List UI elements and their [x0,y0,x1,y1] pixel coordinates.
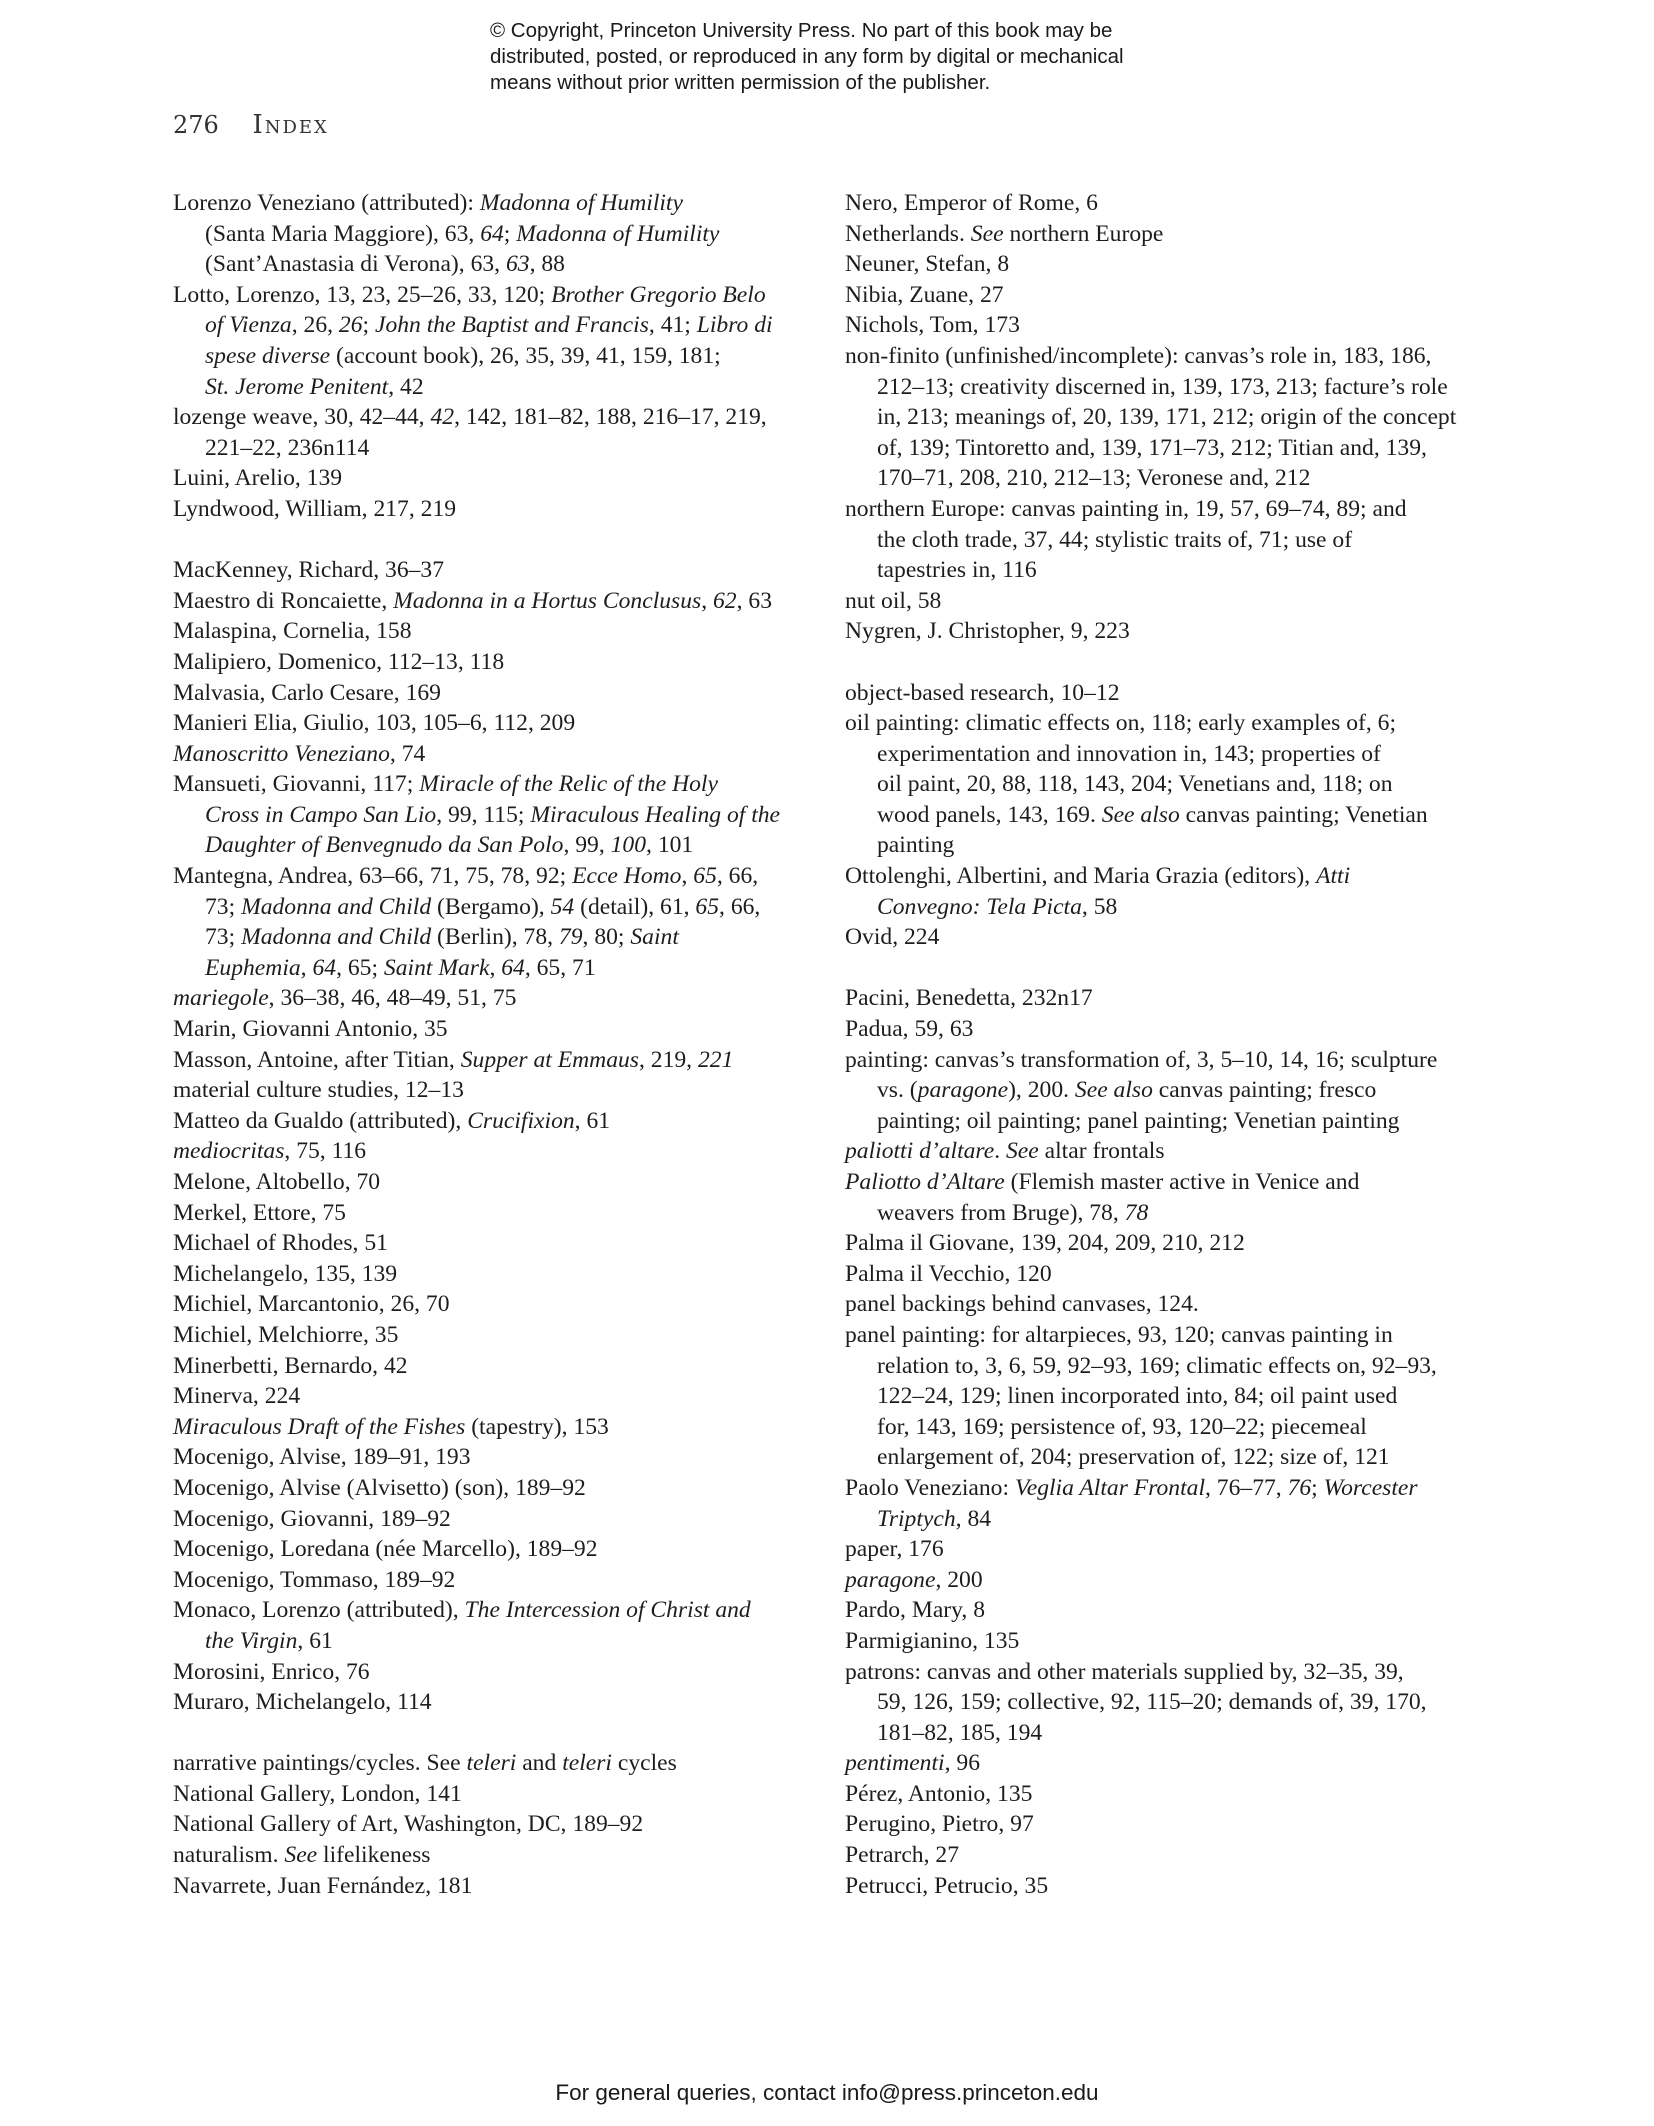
page-number: 276 [173,111,219,139]
index-entry: Mocenigo, Loredana (née Marcello), 189–92 [173,1536,598,1563]
copyright-line: © Copyright, Princeton University Press. No part of this book may be [490,19,1113,42]
index-entry: Minerva, 224 [173,1383,301,1410]
copyright-line: distributed, posted, or reproduced in any form by digital or mechanical [490,45,1124,68]
index-entry: Michiel, Marcantonio, 26, 70 [173,1291,450,1318]
index-entry: Monaco, Lorenzo (attributed), The Intercession of Christ and the Virgin, 61 [173,1597,751,1654]
index-entry: Padua, 59, 63 [845,1016,974,1043]
index-entry: pentimenti, 96 [845,1750,980,1777]
index-entry: patrons: canvas and other materials supplied by, 32–35, 39, 59, 126, 159; collective, 92, 115–20; demands of, 39, 170, 181–82, 185, 194 [845,1658,1427,1746]
index-entry: mariegole, 36–38, 46, 48–49, 51, 75 [173,985,517,1012]
index-entry: Mocenigo, Alvise, 189–91, 193 [173,1444,471,1471]
index-entry: Nichols, Tom, 173 [845,312,1020,339]
letter-group-gap [845,647,1485,678]
index-entry: Pardo, Mary, 8 [845,1597,986,1624]
index-entry: paragone, 200 [845,1566,983,1593]
index-entry: Miraculous Draft of the Fishes (tapestry), 153 [173,1413,609,1440]
index-entry: Malaspina, Cornelia, 158 [173,618,412,645]
index-entry: oil painting: climatic effects on, 118; early examples of, 6; experimentation and innovation in, 143; properties of oil paint, 20, 88, 118, 143, 204; Venetians and, 118; on wood panels, 143, 169. See also canvas painting; Venetian painting [845,710,1428,859]
index-entry: Masson, Antoine, after Titian, Supper at Emmaus, 219, 221 [173,1046,734,1073]
letter-group-gap [173,1718,813,1749]
index-entry: Michael of Rhodes, 51 [173,1230,388,1257]
index-entry: Merkel, Ettore, 75 [173,1199,346,1226]
index-entry: paliotti d’altare. See altar frontals [845,1138,1165,1165]
index-entry: Palma il Giovane, 139, 204, 209, 210, 212 [845,1230,1245,1257]
index-entry: National Gallery of Art, Washington, DC, 189–92 [173,1811,644,1838]
index-entry: nut oil, 58 [845,587,942,614]
index-entry: Perugino, Pietro, 97 [845,1811,1034,1838]
index-entry: Muraro, Michelangelo, 114 [173,1689,432,1716]
index-entry: Malvasia, Carlo Cesare, 169 [173,679,441,706]
letter-group-gap [845,953,1485,984]
index-entry: Pacini, Benedetta, 232n17 [845,985,1093,1012]
index-entry: Nero, Emperor of Rome, 6 [845,190,1098,216]
index-entry: panel painting: for altarpieces, 93, 120; canvas painting in relation to, 3, 6, 59, 92–93, 169; climatic effects on, 92–93, 122–24, 129; linen incorporated into, 84; oil paint used for, 143, 169; persistence of, 93, 120–22; piecemeal enlargement of, 204; preservation of, 122; size of, 121 [845,1321,1437,1471]
index-entry: paper, 176 [845,1536,944,1563]
index-entry: Marin, Giovanni Antonio, 35 [173,1016,448,1043]
footer-contact: For general queries, contact info@press.princeton.edu [555,2080,1099,2105]
index-entry: lozenge weave, 30, 42–44, 42, 142, 181–82, 188, 216–17, 219, 221–22, 236n114 [173,404,767,461]
index-entry: Paolo Veneziano: Veglia Altar Frontal, 76–77, 76; Worcester Triptych, 84 [845,1474,1418,1532]
index-entry: Mansueti, Giovanni, 117; Miracle of the Relic of the Holy Cross in Campo San Lio, 99, 115; Miraculous Healing of the Daughter of Benvegnudo da San Polo, 99, 100, 101 [173,771,781,859]
index-entry: Morosini, Enrico, 76 [173,1658,370,1685]
index-entry: National Gallery, London, 141 [173,1780,462,1807]
index-entry: Pérez, Antonio, 135 [845,1780,1033,1807]
index-entry: Petrarch, 27 [845,1842,959,1869]
index-entry: Malipiero, Domenico, 112–13, 118 [173,648,505,675]
index-entry: Lyndwood, William, 217, 219 [173,495,457,522]
index-entry: Ovid, 224 [845,924,940,951]
index-entry: Mocenigo, Alvise (Alvisetto) (son), 189–92 [173,1474,586,1501]
copyright-notice [490,18,1250,96]
index-column-right [845,188,1485,1901]
letter-group-gap [173,525,813,556]
index-entry: Nygren, J. Christopher, 9, 223 [845,618,1130,645]
index-entry: MacKenney, Richard, 36–37 [173,557,445,584]
index-entry: Michelangelo, 135, 139 [173,1260,398,1287]
index-entry: non-finito (unfinished/incomplete): canvas’s role in, 183, 186, 212–13; creativity discerned in, 139, 173, 213; facture’s role in, 213; meanings of, 20, 139, 171, 212; origin of the concept of, 139; Tintoretto and, 139, 171–73, 212; Titian and, 139, 170–71, 208, 210, 212–13; Veronese and, 212 [845,342,1457,492]
index-entry: Paliotto d’Altare (Flemish master active in Venice and weavers from Bruge), 78, 78 [845,1169,1360,1226]
copyright-line: means without prior written permission of the publisher. [490,71,991,94]
index-entry: painting: canvas’s transformation of, 3, 5–10, 14, 16; sculpture vs. (paragone), 200. See also canvas painting; fresco painting; oil painting; panel painting; Venetian painting [845,1046,1438,1134]
index-entry: mediocritas, 75, 116 [173,1138,367,1165]
index-entry: Palma il Vecchio, 120 [845,1260,1052,1287]
index-entry: Minerbetti, Bernardo, 42 [173,1352,408,1379]
index-entry: Manoscritto Veneziano, 74 [173,740,426,767]
index-entry: Luini, Arelio, 139 [173,465,343,492]
index-entry: Mantegna, Andrea, 63–66, 71, 75, 78, 92; Ecce Homo, 65, 66, 73; Madonna and Child (Bergamo), 54 (detail), 61, 65, 66, 73; Madonna and Child (Berlin), 78, 79, 80; Saint Euphemia, 64, 65; Saint Mark, 64, 65, 71 [173,863,761,981]
index-entry: object-based research, 10–12 [845,679,1120,706]
index-entry: Mocenigo, Giovanni, 189–92 [173,1505,451,1532]
index-entry: Petrucci, Petrucio, 35 [845,1872,1049,1899]
index-entry: material culture studies, 12–13 [173,1077,464,1104]
index-entry: Matteo da Gualdo (attributed), Crucifixion, 61 [173,1107,611,1134]
index-entry: Melone, Altobello, 70 [173,1169,381,1195]
index-entry: Nibia, Zuane, 27 [845,281,1004,308]
index-entry: naturalism. See lifelikeness [173,1842,431,1869]
index-entry: Parmigianino, 135 [845,1627,1020,1654]
index-entry: Netherlands. See northern Europe [845,220,1164,247]
index-entry: Neuner, Stefan, 8 [845,251,1010,278]
index-entry: narrative paintings/cycles. See teleri and teleri cycles [173,1750,677,1777]
index-entry: Lotto, Lorenzo, 13, 23, 25–26, 33, 120; Brother Gregorio Belo of Vienza, 26, 26; John the Baptist and Francis, 41; Libro di spese diverse (account book), 26, 35, 39, 41, 159, 181; St. Jerome Penitent, 42 [173,281,773,400]
page-title: Index [252,110,329,140]
index-entry: Maestro di Roncaiette, Madonna in a Hortus Conclusus, 62, 63 [173,587,772,614]
running-header [173,110,329,140]
index-column-left [173,188,813,1901]
index-entry: Michiel, Melchiorre, 35 [173,1321,399,1348]
index-entry: Lorenzo Veneziano (attributed): Madonna of Humility (Santa Maria Maggiore), 63, 64; Madonna of Humility (Sant’Anastasia di Verona), 63, 63, 88 [173,190,720,278]
index-entry: northern Europe: canvas painting in, 19, 57, 69–74, 89; and the cloth trade, 37, 44; stylistic traits of, 71; use of tapestries in, 116 [845,495,1407,584]
index-entry: Mocenigo, Tommaso, 189–92 [173,1566,456,1593]
index-entry: Navarrete, Juan Fernández, 181 [173,1872,473,1899]
index-entry: Manieri Elia, Giulio, 103, 105–6, 112, 209 [173,710,576,737]
index-entry: panel backings behind canvases, 124. [845,1291,1199,1318]
index-entry: Ottolenghi, Albertini, and Maria Grazia (editors), Atti Convegno: Tela Picta, 58 [845,863,1351,920]
